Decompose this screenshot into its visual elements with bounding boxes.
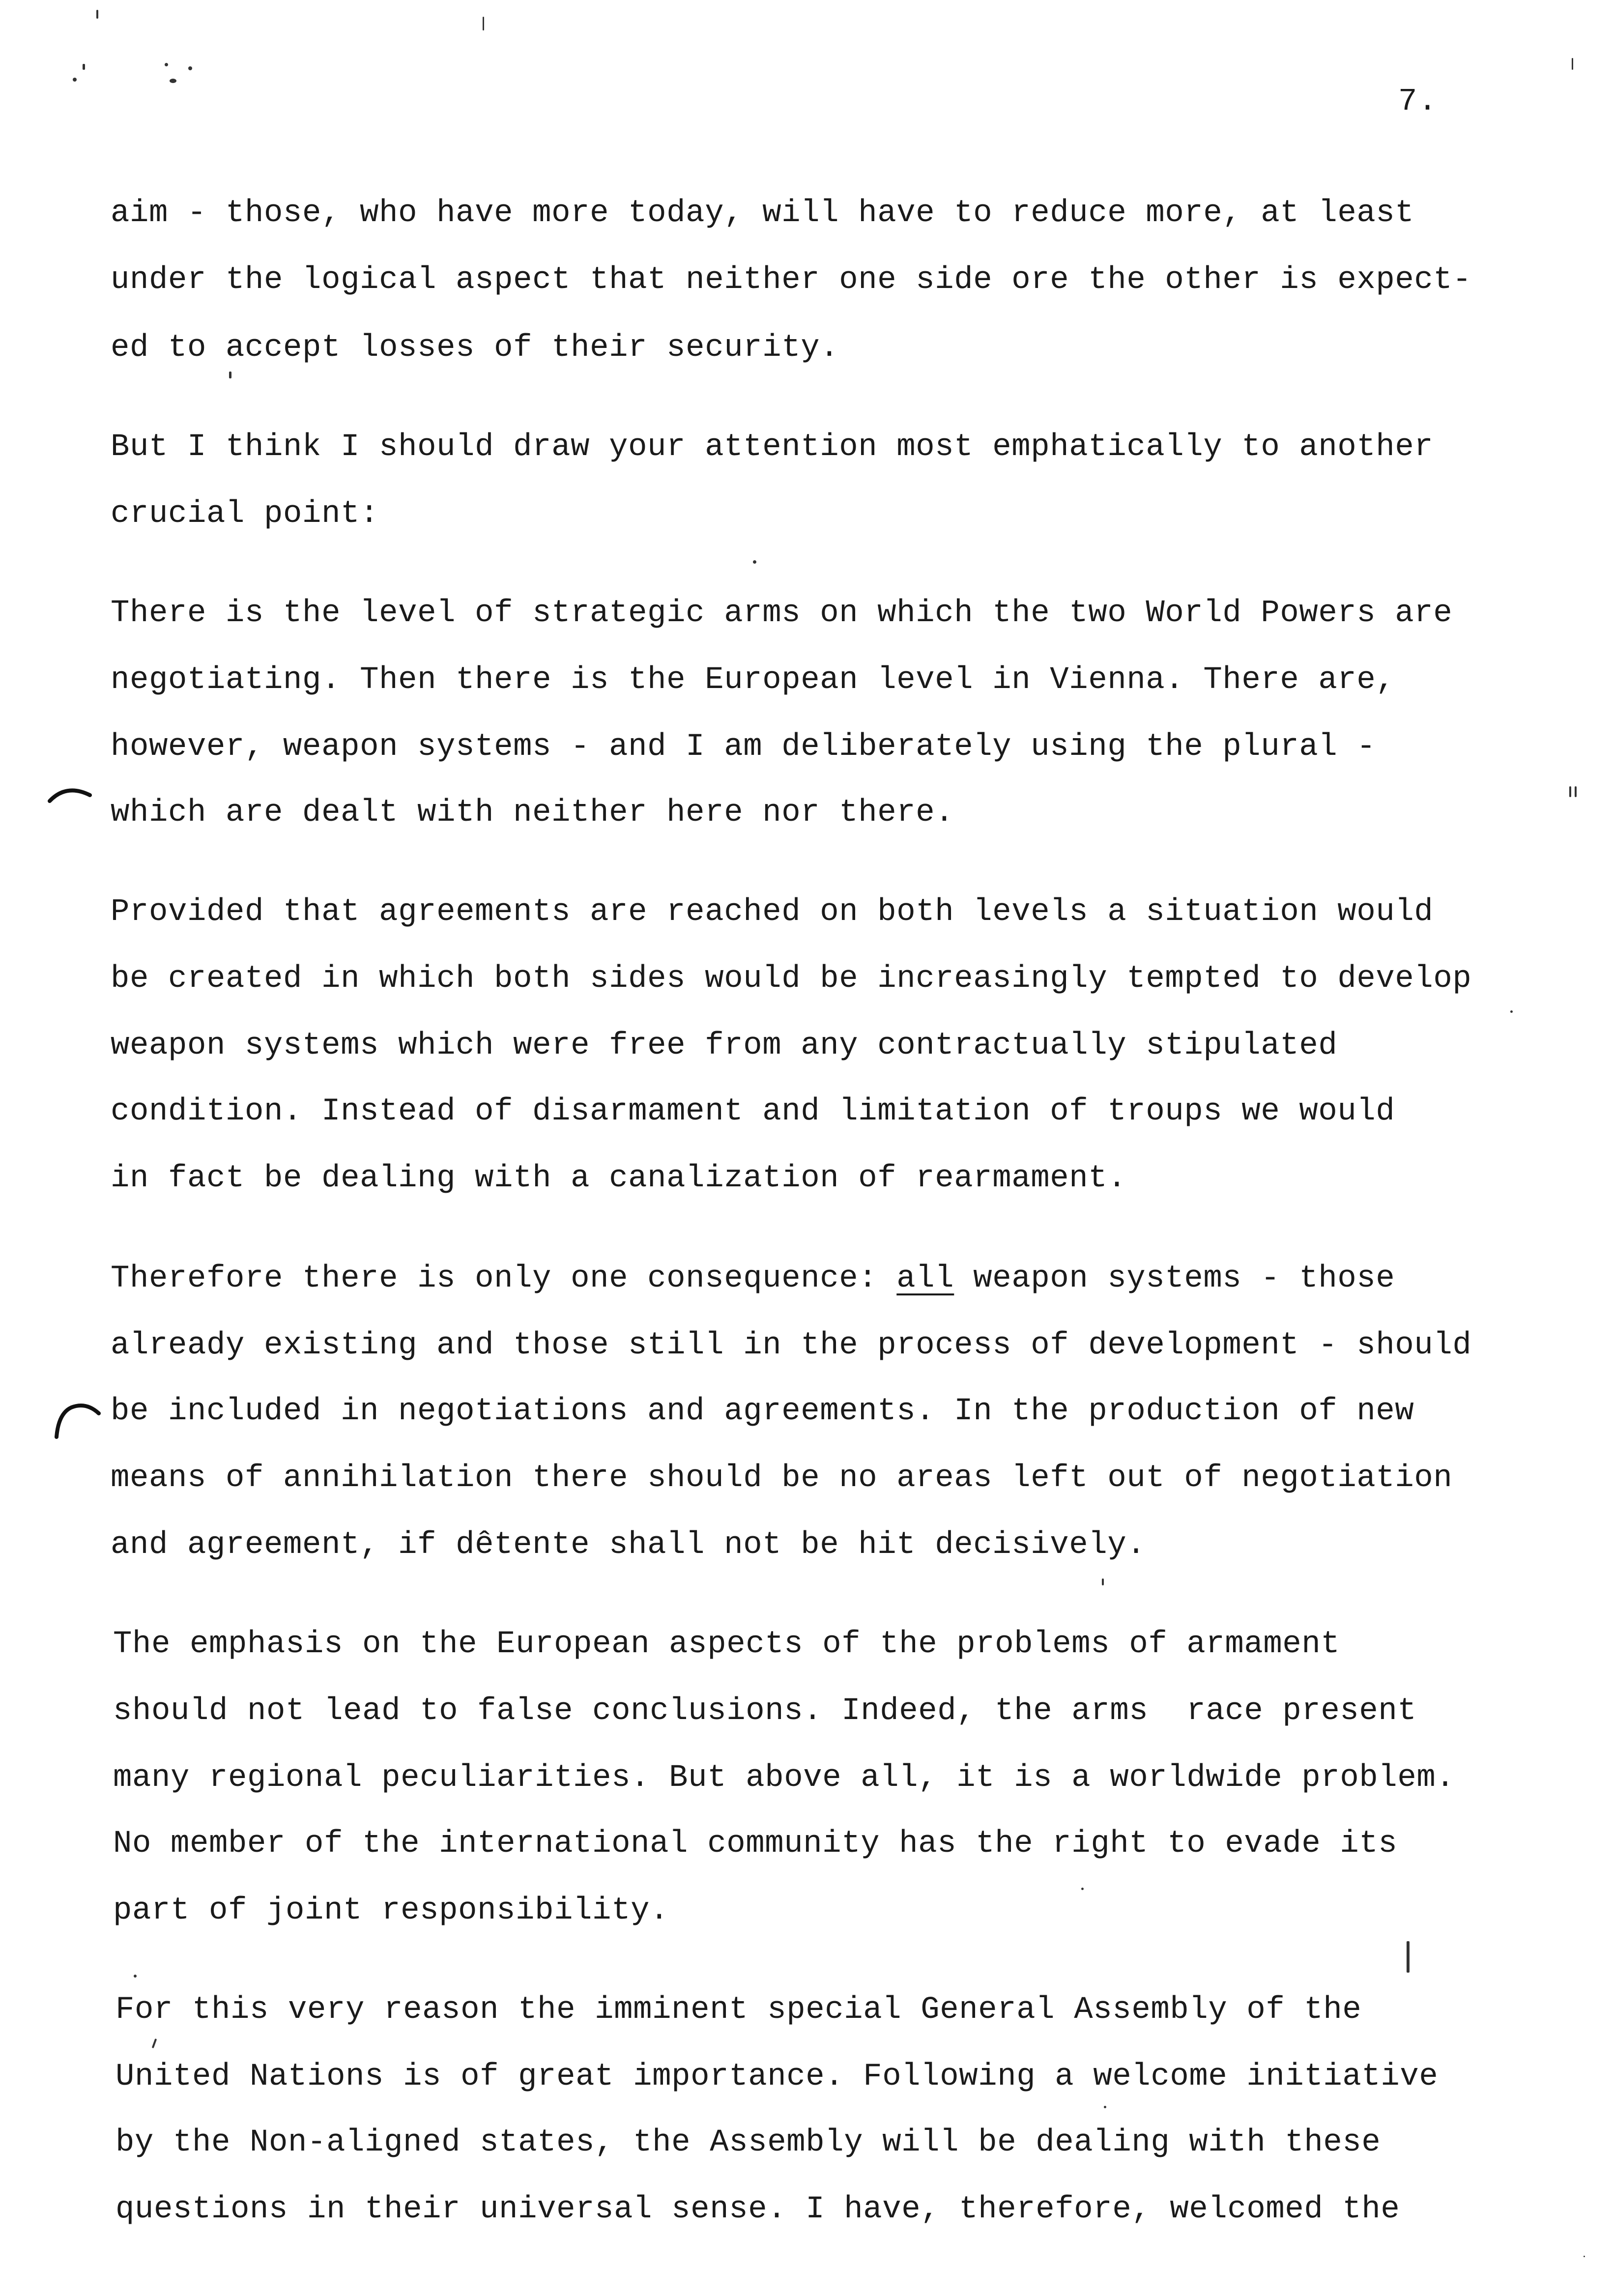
scan-speck: [1569, 786, 1571, 797]
text-line: weapon systems which were free from any contractually stipulated: [111, 1028, 1338, 1063]
text-line: aim - those, who have more today, will have to reduce more, at least: [111, 196, 1414, 231]
text-line: condition. Instead of disarmament and limitation of troups we would: [111, 1094, 1395, 1129]
scan-speck: [1583, 2256, 1585, 2257]
text-line: and agreement, if dêtente shall not be hit decisively.: [111, 1527, 1146, 1563]
text-line: questions in their universal sense. I have, therefore, welcomed the: [115, 2192, 1400, 2227]
text-line: means of annihilation there should be no areas left out of negotiation: [111, 1461, 1453, 1496]
text-run: weapon systems - those: [954, 1261, 1395, 1296]
text-run: Therefore there is only one consequence:: [111, 1261, 897, 1296]
scan-speck: [753, 560, 756, 564]
text-line: under the logical aspect that neither one side ore the other is expect-: [111, 262, 1472, 298]
scan-speck: [134, 1975, 137, 1978]
text-line: The emphasis on the European aspects of the problems of armament: [113, 1627, 1340, 1662]
margin-arc-mark: [52, 1396, 106, 1440]
text-line: Provided that agreements are reached on both levels a situation would: [111, 894, 1434, 930]
scan-speck: [96, 10, 98, 19]
text-line: For this very reason the imminent special General Assembly of the: [115, 1992, 1362, 2028]
text-line: which are dealt with neither here nor there.: [111, 795, 954, 831]
text-line: United Nations is of great importance. Following a welcome initiative: [115, 2059, 1439, 2095]
scan-speck: [170, 79, 176, 83]
margin-arc-mark: [47, 781, 96, 811]
emphasized-word: all: [896, 1261, 954, 1296]
scan-speck: [1510, 1010, 1513, 1013]
text-line: be created in which both sides would be increasingly tempted to develop: [111, 961, 1472, 997]
scan-speck: [1104, 2106, 1106, 2108]
text-line: should not lead to false conclusions. Indeed, the arms race present: [113, 1693, 1417, 1729]
text-line: crucial point:: [111, 496, 379, 532]
scan-speck: [83, 64, 85, 70]
scan-speck: [1572, 58, 1573, 70]
text-line: part of joint responsibility.: [113, 1893, 669, 1928]
scan-speck: [229, 372, 231, 378]
page-number: 7.: [1398, 84, 1438, 119]
scan-speck: [1102, 1578, 1104, 1585]
text-line: by the Non-aligned states, the Assembly will be dealing with these: [115, 2125, 1381, 2160]
text-line: many regional peculiarities. But above all, it is a worldwide problem.: [113, 1760, 1455, 1796]
text-line: There is the level of strategic arms on which the two World Powers are: [111, 596, 1453, 631]
text-line: already existing and those still in the process of development - should: [111, 1328, 1472, 1363]
text-line: [111, 1263, 1395, 1294]
scan-speck: [1575, 786, 1577, 797]
scan-speck: [165, 63, 168, 66]
text-line: in fact be dealing with a canalization of rearmament.: [111, 1161, 1127, 1196]
text-line: however, weapon systems - and I am deliberately using the plural -: [111, 729, 1376, 765]
scan-speck: [73, 78, 77, 82]
text-line: ed to accept losses of their security.: [111, 330, 839, 366]
text-line: be included in negotiations and agreements. In the production of new: [111, 1394, 1414, 1429]
text-line: negotiating. Then there is the European level in Vienna. There are,: [111, 662, 1395, 698]
scan-speck: [152, 2038, 157, 2048]
scan-speck: [483, 17, 484, 30]
scan-speck: [1081, 1888, 1084, 1890]
scan-speck: [188, 66, 192, 70]
scan-speck: [1407, 1941, 1410, 1973]
text-line: But I think I should draw your attention most emphatically to another: [111, 430, 1434, 465]
text-line: No member of the international community has the right to evade its: [113, 1826, 1398, 1862]
